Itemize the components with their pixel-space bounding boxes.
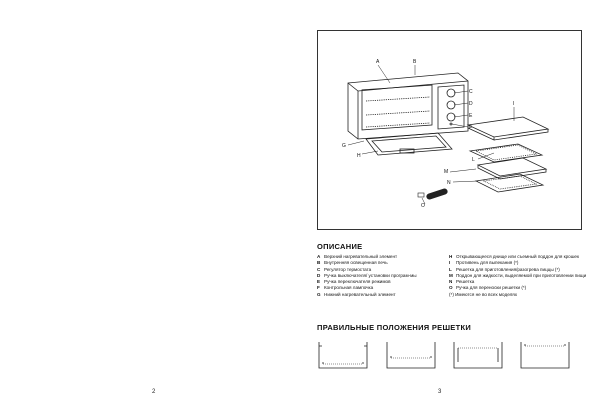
description-item: G Нижний нагревательный элемент bbox=[317, 291, 396, 297]
description-item: D Ручка выключателя/ установки програм-мы bbox=[317, 272, 417, 278]
description-item: H Открывающееся днище или съемный поддон для крошек bbox=[449, 254, 579, 259]
callout-e: E bbox=[469, 113, 473, 119]
rack-positions-title: ПРАВИЛЬНЫЕ ПОЛОЖЕНИЯ РЕШЕТКИ bbox=[317, 323, 472, 332]
description-footnote: (*) Имеются не во всех моделях bbox=[449, 291, 518, 297]
oven-illustration bbox=[318, 31, 583, 231]
callout-o: O bbox=[421, 203, 425, 209]
callout-a: A bbox=[376, 59, 380, 65]
description-item: L Решетка для приготовления/разогрева пиццы (*) bbox=[449, 266, 560, 272]
callout-b: B bbox=[413, 59, 417, 65]
description-item: N Решетка bbox=[449, 279, 475, 285]
right-page bbox=[300, 0, 595, 420]
rack-position-2 bbox=[385, 338, 437, 374]
description-item: A Верхний нагревательный элемент bbox=[317, 254, 398, 259]
carry-handle bbox=[418, 188, 448, 201]
rack-position-4 bbox=[519, 338, 571, 374]
rack-position-1 bbox=[317, 338, 369, 374]
rack-position-3 bbox=[452, 338, 504, 374]
description-item: E Ручка переключателя режимов bbox=[317, 279, 391, 285]
callout-g: G bbox=[342, 143, 346, 149]
accessory-trays bbox=[468, 117, 548, 192]
callout-f: F bbox=[469, 125, 473, 131]
callout-l: L bbox=[472, 157, 475, 163]
description-item: I Противень для выпекания (*) bbox=[449, 260, 519, 266]
description-right-column bbox=[449, 254, 587, 298]
oven-diagram bbox=[317, 30, 582, 230]
description-item: M Поддон для жидкости, выделяемой при приготовлении пищи bbox=[449, 272, 587, 278]
callout-d: D bbox=[469, 101, 473, 107]
callout-m: M bbox=[444, 169, 449, 175]
description-item: F Контрольная лампочка bbox=[317, 285, 374, 291]
description-item: C Регулятор термостата bbox=[317, 266, 372, 272]
callout-c: C bbox=[469, 89, 473, 95]
right-page-number: 3 bbox=[438, 389, 442, 395]
description-item: O Ручка для переноски решетки (*) bbox=[449, 285, 527, 291]
description-left-column bbox=[317, 254, 445, 298]
oven-body bbox=[348, 73, 468, 155]
left-page-number: 2 bbox=[152, 389, 156, 395]
description-item: B Внутренняя освещенная печь bbox=[317, 260, 388, 266]
callout-h: H bbox=[357, 153, 361, 159]
callout-i: I bbox=[513, 101, 515, 107]
callout-n: N bbox=[447, 180, 451, 186]
description-title: ОПИСАНИЕ bbox=[317, 242, 363, 251]
